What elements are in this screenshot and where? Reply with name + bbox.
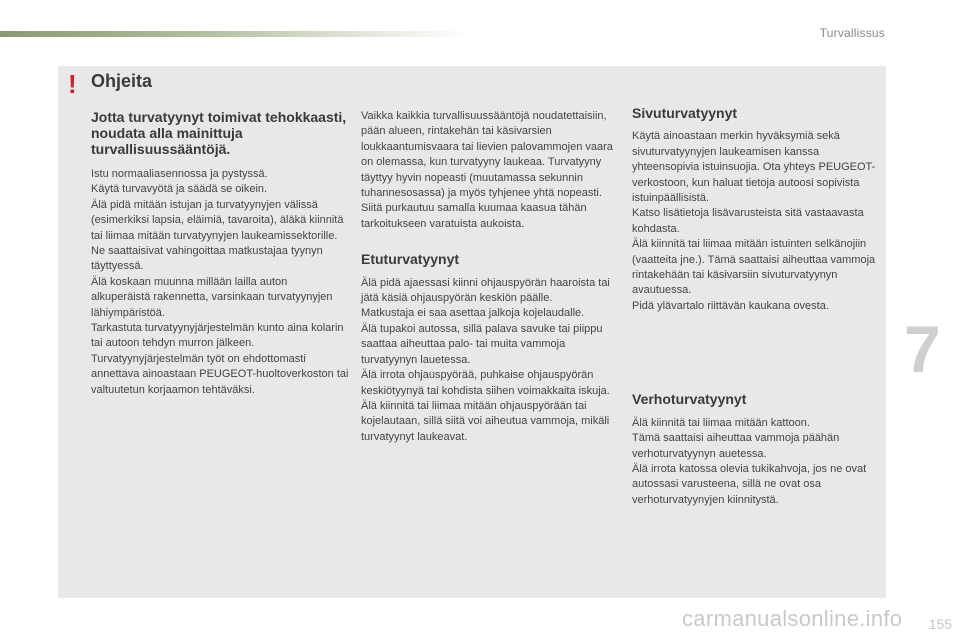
airbag-intro-paragraph: Vaikka kaikkia turvallisuussääntöjä noudatettaisiin, pään alueen, rintakehän tai käsivarsien loukkaantumisvaara tai lievien palovammojen vaara on olemassa, kun turvatyyny laukeaa. Turvatyyny täyttyy hyvin nopeasti (muutamassa sekunnin tuhannesosassa) ja myös tyhjenee yhtä nopeasti. Siitä purkautuu samalla kuumaa kaasua tähän tarkoitukseen varatuista aukoista. <box>361 110 613 230</box>
general-rule-line: Älä koskaan muunna millään lailla auton alkuperäistä rakennetta, varsinkaan turvatyynyjen lähiympäristöä. <box>91 275 333 319</box>
general-rule-line: Älä pidä mitään istujan ja turvatyynyjen välissä (esimerkiksi lapsia, eläimiä, tavaroita), äläkä kiinnitä tai liimaa mitään turvatyynyjen laukeamissektorille. Ne saattaisivat vahingoittaa matkustajaa tyynyn täyttyessä. <box>91 198 344 273</box>
panel-title: Ohjeita <box>91 71 153 91</box>
front-airbag-line: Matkustaja ei saa asettaa jalkoja kojelaudalle. <box>361 307 585 320</box>
curtain-airbag-line: Tämä saattaisi aiheuttaa vammoja päähän verhoturvatyynyn auetessa. <box>632 432 840 460</box>
side-airbag-line: Katso lisätietoja lisävarusteista sitä vastaavasta kohdasta. <box>632 207 864 235</box>
front-airbag-line: Älä tupakoi autossa, sillä palava savuke tai piippu saattaa aiheuttaa palo- tai muita vammoja turvatyynyn lauetessa. <box>361 322 603 366</box>
side-airbag-line: Älä kiinnitä tai liimaa mitään istuinten selkänojiin (vaatteita jne.). Tämä saattaisi aiheuttaa vammoja rintakehään tai käsivarsiin sivuturvatyynyn avautuessa. <box>632 238 876 297</box>
curtain-airbag-line: Älä irrota katossa olevia tukikahvoja, jos ne ovat autossasi varusteena, sillä ne ovat osa verhoturvatyynyjen kiinnitystä. <box>632 462 867 506</box>
general-rule-line: Istu normaaliasennossa ja pystyssä. <box>91 168 268 180</box>
side-airbags-heading: Sivuturvatyynyt <box>632 105 738 121</box>
general-rule-line: Tarkastuta turvatyynyjärjestelmän kunto aina kolarin tai autoon tehdyn murron jälkeen. <box>91 322 344 350</box>
page-number: 155 <box>928 616 952 632</box>
front-airbag-line: Älä pidä ajaessasi kiinni ohjauspyörän haaroista tai jätä käsiä ohjauspyörän keskiön päälle. <box>361 276 610 305</box>
header-accent-bar <box>0 31 470 37</box>
front-airbags-heading: Etuturvatyynyt <box>361 251 460 268</box>
front-airbag-line: Älä irrota ohjauspyörää, puhkaise ohjauspyörän keskiötyynyä tai kohdista siihen voimakkaita iskuja. <box>361 369 610 397</box>
column-general-rules <box>91 109 349 398</box>
general-rule-line: Turvatyynyjärjestelmän työt on ehdottomasti annettava ainoastaan PEUGEOT-huoltoverkoston tai valtuutetun korjaamon tehtäväksi. <box>91 352 349 396</box>
general-rules-heading: Jotta turvatyynyt toimivat tehokkaasti, noudata alla mainittuja turvallisuussääntöjä. <box>91 109 347 157</box>
column-side-curtain-airbags <box>632 106 878 508</box>
chapter-number: 7 <box>904 312 941 386</box>
curtain-airbags-heading: Verhoturvatyynyt <box>632 391 747 408</box>
warning-icon: ! <box>68 69 77 99</box>
side-airbag-line: Pidä ylävartalo riittävän kaukana ovesta. <box>632 299 829 312</box>
section-title: Turvallissus <box>819 26 885 40</box>
general-rule-line: Käytä turvavyötä ja säädä se oikein. <box>91 183 268 196</box>
curtain-airbag-line: Älä kiinnitä tai liimaa mitään kattoon. <box>632 416 810 429</box>
watermark: carmanualsonline.info <box>682 606 903 631</box>
side-airbag-line: Käytä ainoastaan merkin hyväksymiä sekä sivuturvatyynyjen laukeamisen kanssa yhteensopivia istuinsuojia. Ota yhteys PEUGEOT-verkostoon, kun haluat tietoja autoosi sopivista istuinpäällisistä. <box>632 130 876 205</box>
column-front-airbags <box>361 109 617 445</box>
front-airbag-line: Älä kiinnitä tai liimaa mitään ohjauspyörään tai kojelautaan, sillä siitä voi aiheutua vammoja, mikäli turvatyynyt laukeavat. <box>361 399 610 443</box>
